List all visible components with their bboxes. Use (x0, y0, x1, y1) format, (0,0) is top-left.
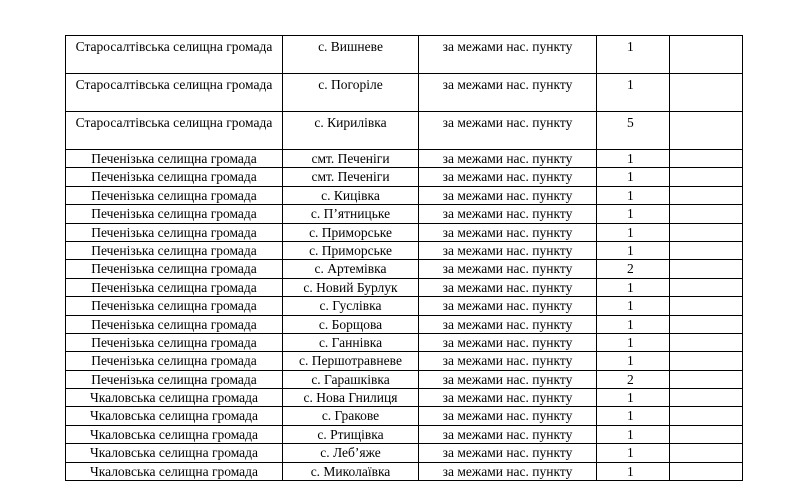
settlement-cell: с. Приморське (283, 241, 419, 259)
empty-cell (670, 74, 743, 112)
table-row (66, 112, 743, 150)
count-cell: 1 (597, 297, 670, 315)
community-cell: Печенізька селищна громада (66, 205, 283, 223)
location-cell: за межами нас. пункту (419, 112, 597, 150)
community-cell: Печенізька селищна громада (66, 315, 283, 333)
table-row (66, 462, 743, 480)
community-cell: Печенізька селищна громада (66, 278, 283, 296)
empty-cell (670, 260, 743, 278)
settlement-cell: с. Гуслівка (283, 297, 419, 315)
location-cell: за межами нас. пункту (419, 315, 597, 333)
empty-cell (670, 150, 743, 168)
count-cell: 1 (597, 278, 670, 296)
settlement-cell: с. Артемівка (283, 260, 419, 278)
count-cell: 1 (597, 425, 670, 443)
empty-cell (670, 370, 743, 388)
empty-cell (670, 168, 743, 186)
count-cell: 2 (597, 260, 670, 278)
table-row (66, 425, 743, 443)
location-cell: за межами нас. пункту (419, 444, 597, 462)
location-cell: за межами нас. пункту (419, 297, 597, 315)
table-row (66, 407, 743, 425)
community-cell: Печенізька селищна громада (66, 168, 283, 186)
community-cell: Чкаловська селищна громада (66, 407, 283, 425)
count-cell: 1 (597, 74, 670, 112)
empty-cell (670, 297, 743, 315)
count-cell: 1 (597, 168, 670, 186)
settlement-cell: с. Вишневе (283, 36, 419, 74)
location-cell: за межами нас. пункту (419, 352, 597, 370)
settlement-cell: с. Першотравневе (283, 352, 419, 370)
table-row (66, 168, 743, 186)
table-row (66, 333, 743, 351)
community-cell: Печенізька селищна громада (66, 223, 283, 241)
location-cell: за межами нас. пункту (419, 168, 597, 186)
count-cell: 1 (597, 333, 670, 351)
empty-cell (670, 352, 743, 370)
community-cell: Печенізька селищна громада (66, 260, 283, 278)
location-cell: за межами нас. пункту (419, 223, 597, 241)
table-row (66, 186, 743, 204)
settlement-cell: с. Нова Гнилиця (283, 389, 419, 407)
community-cell: Печенізька селищна громада (66, 186, 283, 204)
community-cell: Чкаловська селищна громада (66, 462, 283, 480)
table-row (66, 223, 743, 241)
community-cell: Печенізька селищна громада (66, 333, 283, 351)
count-cell: 1 (597, 444, 670, 462)
count-cell: 1 (597, 36, 670, 74)
table-row (66, 150, 743, 168)
location-cell: за межами нас. пункту (419, 333, 597, 351)
location-cell: за межами нас. пункту (419, 241, 597, 259)
location-cell: за межами нас. пункту (419, 260, 597, 278)
empty-cell (670, 36, 743, 74)
table-row (66, 278, 743, 296)
settlement-cell: с. Приморське (283, 223, 419, 241)
table-row (66, 260, 743, 278)
community-cell: Старосалтівська селищна громада (66, 112, 283, 150)
empty-cell (670, 205, 743, 223)
count-cell: 2 (597, 370, 670, 388)
empty-cell (670, 407, 743, 425)
settlement-cell: смт. Печеніги (283, 168, 419, 186)
count-cell: 1 (597, 315, 670, 333)
empty-cell (670, 462, 743, 480)
community-cell: Старосалтівська селищна громада (66, 74, 283, 112)
settlement-cell: с. Гракове (283, 407, 419, 425)
empty-cell (670, 444, 743, 462)
settlement-cell: с. Миколаївка (283, 462, 419, 480)
community-cell: Печенізька селищна громада (66, 150, 283, 168)
settlement-cell: с. Ртищівка (283, 425, 419, 443)
count-cell: 1 (597, 462, 670, 480)
count-cell: 1 (597, 223, 670, 241)
location-cell: за межами нас. пункту (419, 278, 597, 296)
count-cell: 1 (597, 352, 670, 370)
settlement-cell: с. Погоріле (283, 74, 419, 112)
location-cell: за межами нас. пункту (419, 370, 597, 388)
count-cell: 1 (597, 389, 670, 407)
location-cell: за межами нас. пункту (419, 74, 597, 112)
empty-cell (670, 333, 743, 351)
empty-cell (670, 186, 743, 204)
count-cell: 1 (597, 150, 670, 168)
location-cell: за межами нас. пункту (419, 205, 597, 223)
table-row (66, 315, 743, 333)
empty-cell (670, 223, 743, 241)
location-cell: за межами нас. пункту (419, 150, 597, 168)
empty-cell (670, 425, 743, 443)
settlement-cell: с. Ганнівка (283, 333, 419, 351)
settlement-cell: с. Кирилівка (283, 112, 419, 150)
community-cell: Чкаловська селищна громада (66, 425, 283, 443)
settlement-cell: с. Гарашківка (283, 370, 419, 388)
community-cell: Чкаловська селищна громада (66, 389, 283, 407)
table-row (66, 389, 743, 407)
count-cell: 1 (597, 407, 670, 425)
document-table (65, 35, 743, 481)
empty-cell (670, 315, 743, 333)
community-cell: Чкаловська селищна громада (66, 444, 283, 462)
empty-cell (670, 389, 743, 407)
settlement-cell: смт. Печеніги (283, 150, 419, 168)
community-cell: Печенізька селищна громада (66, 241, 283, 259)
count-cell: 1 (597, 241, 670, 259)
community-cell: Печенізька селищна громада (66, 352, 283, 370)
settlement-cell: с. П’ятницьке (283, 205, 419, 223)
settlement-cell: с. Кицівка (283, 186, 419, 204)
community-cell: Старосалтівська селищна громада (66, 36, 283, 74)
count-cell: 1 (597, 205, 670, 223)
location-cell: за межами нас. пункту (419, 407, 597, 425)
count-cell: 1 (597, 186, 670, 204)
table-row (66, 352, 743, 370)
table-row (66, 74, 743, 112)
community-cell: Печенізька селищна громада (66, 370, 283, 388)
location-cell: за межами нас. пункту (419, 389, 597, 407)
settlement-cell: с. Леб’яже (283, 444, 419, 462)
count-cell: 5 (597, 112, 670, 150)
settlement-cell: с. Борщова (283, 315, 419, 333)
empty-cell (670, 241, 743, 259)
location-cell: за межами нас. пункту (419, 425, 597, 443)
table-row (66, 297, 743, 315)
empty-cell (670, 112, 743, 150)
table-row (66, 205, 743, 223)
table-row (66, 444, 743, 462)
settlement-cell: с. Новий Бурлук (283, 278, 419, 296)
location-cell: за межами нас. пункту (419, 36, 597, 74)
table-row (66, 241, 743, 259)
table-body (66, 36, 743, 481)
location-cell: за межами нас. пункту (419, 186, 597, 204)
empty-cell (670, 278, 743, 296)
table-row (66, 36, 743, 74)
location-cell: за межами нас. пункту (419, 462, 597, 480)
community-cell: Печенізька селищна громада (66, 297, 283, 315)
table-row (66, 370, 743, 388)
